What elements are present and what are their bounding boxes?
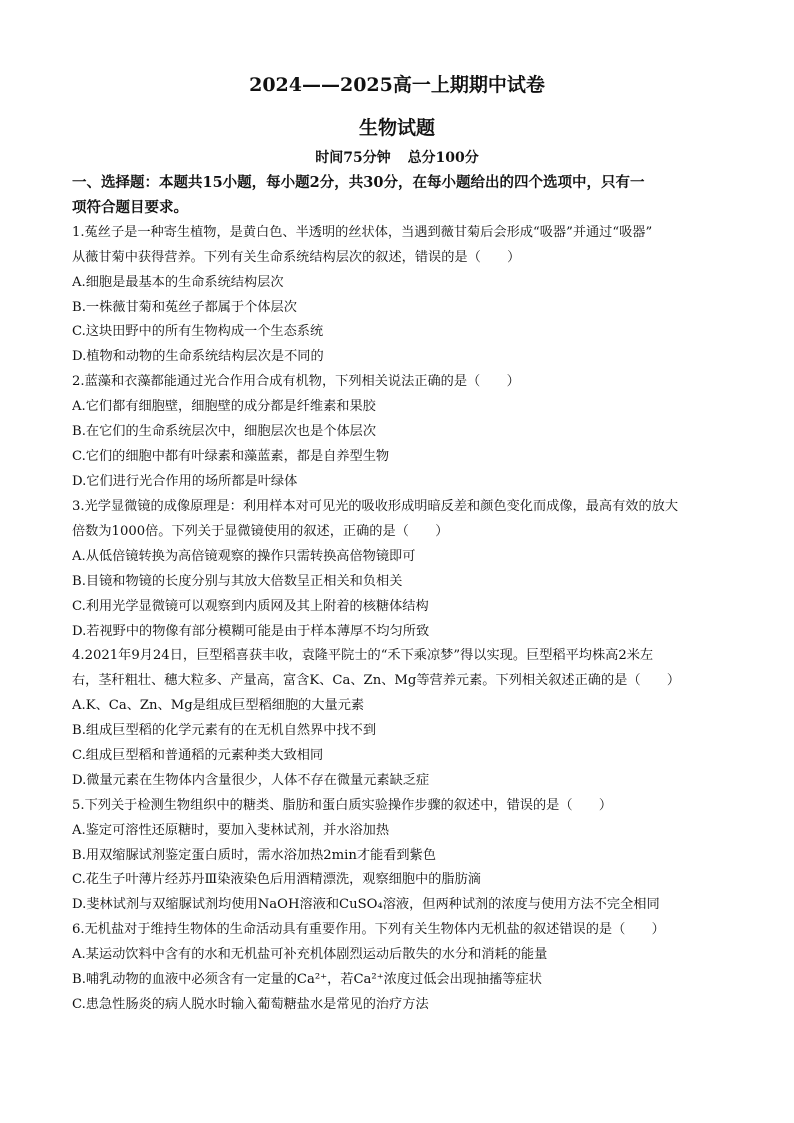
answer-option: A.鉴定可溶性还原糖时，要加入斐林试剂，并水浴加热 bbox=[72, 823, 390, 838]
question-stem-line: 从薇甘菊中获得营养。下列有关生命系统结构层次的叙述，错误的是（ ） bbox=[72, 250, 521, 265]
question-stem-line: 5.下列关于检测生物组织中的糖类、脂肪和蛋白质实验操作步骤的叙述中，错误的是（ ） bbox=[72, 798, 613, 813]
answer-option: D.它们进行光合作用的场所都是叶绿体 bbox=[72, 474, 298, 489]
question-stem-line: 4.2021年9月24日，巨型稻喜获丰收，袁隆平院士的“禾下乘凉梦”得以实现。巨型稻平均株高2米左 bbox=[72, 648, 654, 663]
answer-option: C.花生子叶薄片经苏丹Ⅲ染液染色后用酒精漂洗，观察细胞中的脂肪滴 bbox=[72, 872, 481, 887]
answer-option: B.哺乳动物的血液中必须含有一定量的Ca²⁺，若Ca²⁺浓度过低会出现抽搐等症状 bbox=[72, 972, 542, 987]
answer-option: B.组成巨型稻的化学元素有的在无机自然界中找不到 bbox=[72, 723, 377, 738]
section-heading-line: 一、选择题：本题共15小题，每小题2分，共30分，在每小题给出的四个选项中，只有一 bbox=[72, 174, 645, 191]
exam-time: 时间75分钟 bbox=[315, 150, 391, 166]
exam-score: 总分100分 bbox=[407, 150, 479, 166]
answer-option: A.它们都有细胞壁，细胞壁的成分都是纤维素和果胶 bbox=[72, 399, 376, 414]
answer-option: A.某运动饮料中含有的水和无机盐可补充机体剧烈运动后散失的水分和消耗的能量 bbox=[72, 947, 548, 962]
answer-option: B.一株薇甘菊和菟丝子都属于个体层次 bbox=[72, 300, 297, 315]
answer-option: D.若视野中的物像有部分模糊可能是由于样本薄厚不均匀所致 bbox=[72, 624, 430, 639]
exam-title: 2024——2025高一上期期中试卷 bbox=[249, 74, 545, 96]
answer-option: B.在它们的生命系统层次中，细胞层次也是个体层次 bbox=[72, 424, 377, 439]
answer-option: B.目镜和物镜的长度分别与其放大倍数呈正相关和负相关 bbox=[72, 574, 403, 589]
answer-option: D.微量元素在生物体内含量很少，人体不存在微量元素缺乏症 bbox=[72, 773, 430, 788]
answer-option: A.细胞是最基本的生命系统结构层次 bbox=[72, 275, 284, 290]
answer-option: A.从低倍镜转换为高倍镜观察的操作只需转换高倍物镜即可 bbox=[72, 549, 416, 564]
answer-option: C.这块田野中的所有生物构成一个生态系统 bbox=[72, 324, 324, 339]
answer-option: C.组成巨型稻和普通稻的元素种类大致相同 bbox=[72, 748, 324, 763]
answer-option: D.植物和动物的生命系统结构层次是不同的 bbox=[72, 349, 324, 364]
question-stem-line: 1.菟丝子是一种寄生植物，是黄白色、半透明的丝状体，当遇到薇甘菊后会形成“吸器”并通过“吸器” bbox=[72, 225, 653, 240]
answer-option: C.患急性肠炎的病人脱水时输入葡萄糖盐水是常见的治疗方法 bbox=[72, 997, 429, 1012]
question-stem-line: 右，茎秆粗壮、穗大粒多、产量高，富含K、Ca、Zn、Mg等营养元素。下列相关叙述正确的是（ ） bbox=[72, 673, 681, 688]
subject-title: 生物试题 bbox=[358, 117, 435, 139]
section-heading-line: 项符合题目要求。 bbox=[72, 199, 188, 216]
question-stem-line: 6.无机盐对于维持生物体的生命活动具有重要作用。下列有关生物体内无机盐的叙述错误的是（ ） bbox=[72, 922, 665, 937]
answer-option: A.K、Ca、Zn、Mg是组成巨型稻细胞的大量元素 bbox=[72, 698, 365, 713]
answer-option: C.它们的细胞中都有叶绿素和藻蓝素，都是自养型生物 bbox=[72, 449, 390, 464]
answer-option: C.利用光学显微镜可以观察到内质网及其上附着的核糖体结构 bbox=[72, 599, 429, 614]
answer-option: D.斐林试剂与双缩脲试剂均使用NaOH溶液和CuSO₄溶液，但两种试剂的浓度与使用方法不完全相同 bbox=[72, 897, 660, 912]
question-stem-line: 2.蓝藻和衣藻都能通过光合作用合成有机物，下列相关说法正确的是（ ） bbox=[72, 374, 520, 389]
question-stem-line: 3.光学显微镜的成像原理是：利用样本对可见光的吸收形成明暗反差和颜色变化而成像，最高有效的放大 bbox=[72, 499, 679, 514]
question-stem-line: 倍数为1000倍。下列关于显微镜使用的叙述，正确的是（ ） bbox=[72, 524, 449, 539]
answer-option: B.用双缩脲试剂鉴定蛋白质时，需水浴加热2min才能看到紫色 bbox=[72, 848, 436, 863]
section-heading bbox=[72, 170, 732, 220]
exam-info bbox=[0, 147, 794, 167]
